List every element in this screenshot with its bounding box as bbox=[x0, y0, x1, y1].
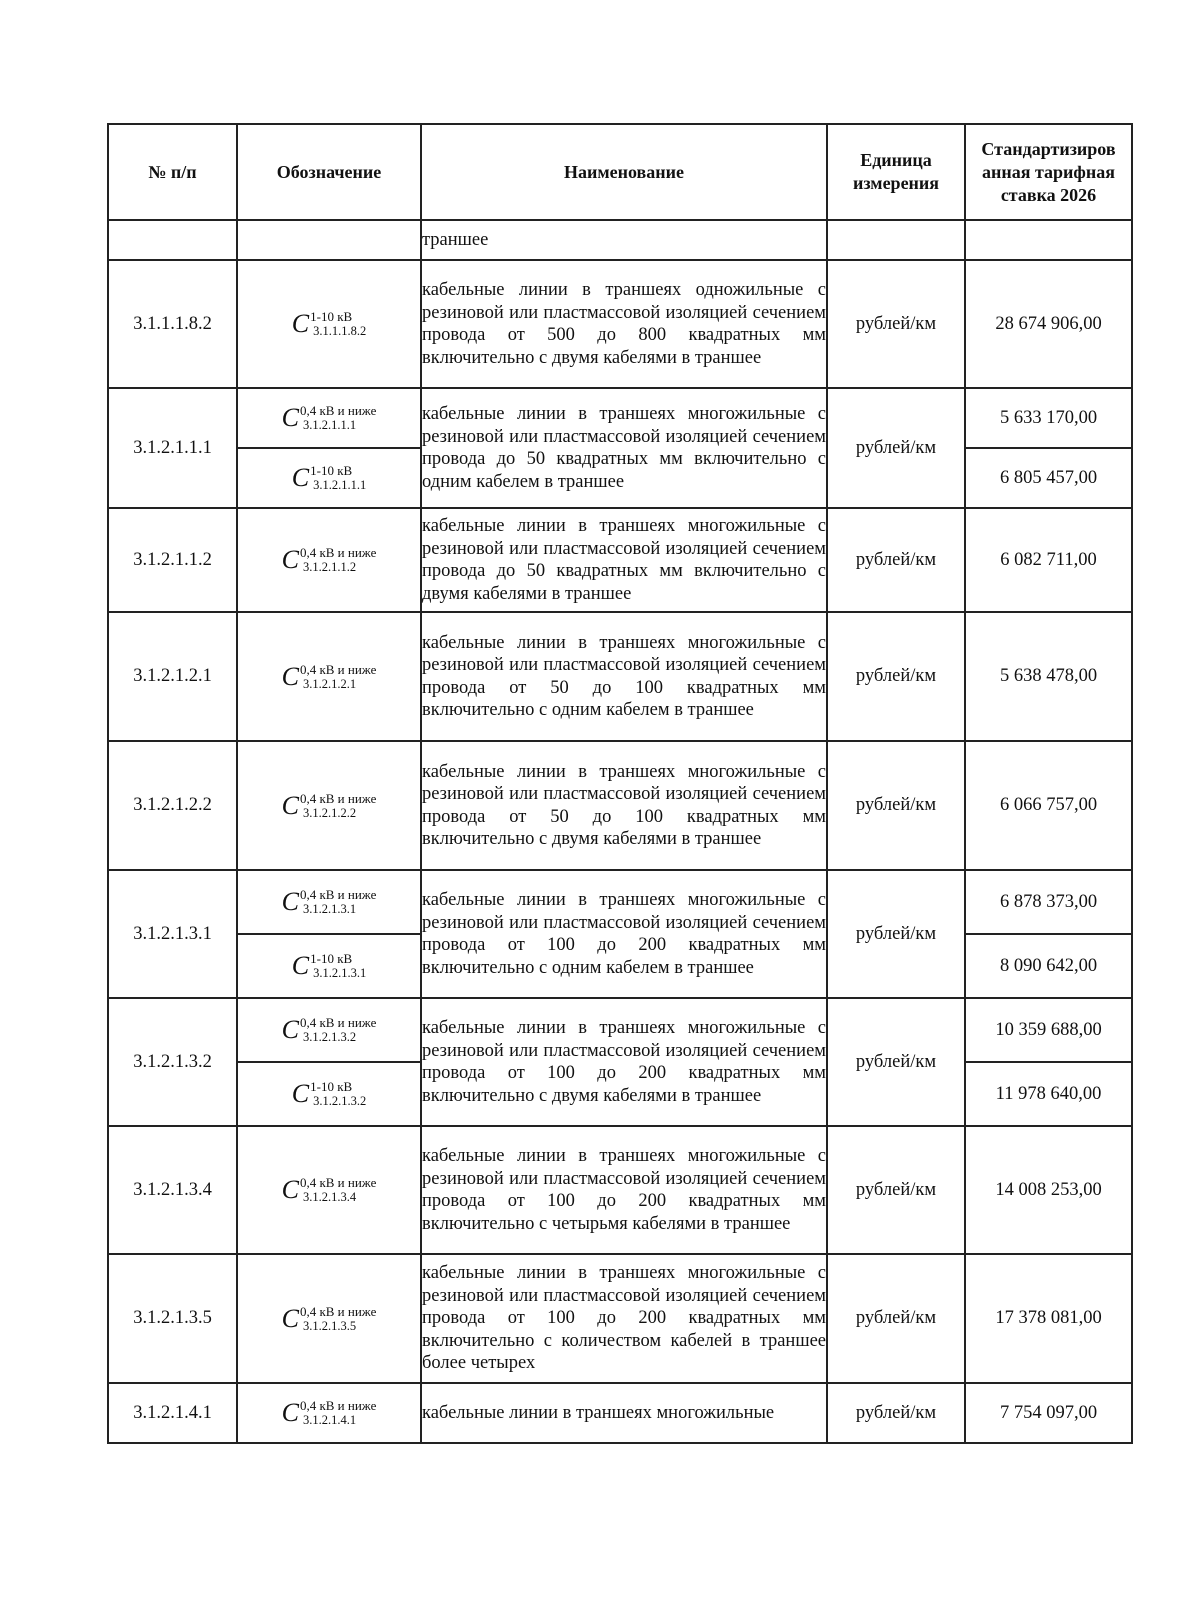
row-designation bbox=[237, 448, 421, 508]
row-number: 3.1.2.1.3.4 bbox=[108, 1126, 237, 1254]
row-number: 3.1.2.1.2.1 bbox=[108, 612, 237, 741]
table-row bbox=[108, 260, 1132, 388]
carry-over-row bbox=[108, 220, 1132, 260]
code-subscript: 3.1.2.1.1.1 bbox=[302, 418, 357, 432]
row-name: кабельные линии в траншеях многожильные с резиновой или пластмассовой изоляцией сечением провода от 100 до 200 квадратных мм включительно с одним кабелем в траншее bbox=[421, 870, 827, 998]
rate-symbol-letter: C bbox=[281, 403, 299, 432]
rate-symbol-letter: C bbox=[291, 309, 310, 338]
row-unit: рублей/км bbox=[827, 1126, 965, 1254]
rate-symbol bbox=[292, 463, 366, 493]
code-subscript: 3.1.2.1.2.2 bbox=[302, 805, 357, 820]
row-name: кабельные линии в траншеях многожильные с резиновой или пластмассовой изоляцией сечением провода от 50 до 100 квадратных мм включительно с двумя кабелями в траншее bbox=[421, 741, 827, 870]
table-row bbox=[108, 1254, 1132, 1383]
row-designation bbox=[237, 220, 421, 260]
row-unit: рублей/км bbox=[827, 998, 965, 1126]
row-name: кабельные линии в траншеях многожильные с резиновой или пластмассовой изоляцией сечением провода от 50 до 100 квадратных мм включительно с одним кабелем в траншее bbox=[421, 612, 827, 741]
voltage-superscript: 0,4 кВ и ниже bbox=[299, 887, 377, 902]
rate-symbol-letter: C bbox=[281, 1175, 299, 1204]
row-rate: 11 978 640,00 bbox=[965, 1062, 1132, 1126]
code-subscript: 3.1.2.1.3.4 bbox=[302, 1190, 357, 1204]
header-name: Наименование bbox=[421, 124, 827, 220]
rate-symbol bbox=[282, 1304, 377, 1334]
rate-symbol bbox=[292, 1079, 366, 1109]
row-designation bbox=[237, 508, 421, 612]
voltage-superscript: 1-10 кВ bbox=[310, 463, 353, 478]
row-designation bbox=[237, 388, 421, 448]
voltage-superscript: 0,4 кВ и ниже bbox=[299, 1175, 377, 1190]
row-unit: рублей/км bbox=[827, 260, 965, 388]
row-number: 3.1.2.1.1.1 bbox=[108, 388, 237, 508]
code-subscript: 3.1.2.1.3.2 bbox=[313, 1094, 367, 1108]
row-rate: 8 090 642,00 bbox=[965, 934, 1132, 998]
row-unit: рублей/км bbox=[827, 870, 965, 998]
rate-symbol-letter: C bbox=[281, 1015, 299, 1044]
table-row bbox=[108, 388, 1132, 448]
header-rate bbox=[965, 124, 1132, 220]
row-number: 3.1.2.1.3.2 bbox=[108, 998, 237, 1126]
row-number: 3.1.1.1.8.2 bbox=[108, 260, 237, 388]
row-rate: 6 066 757,00 bbox=[965, 741, 1132, 870]
voltage-superscript: 0,4 кВ и ниже bbox=[299, 1303, 377, 1319]
table-row bbox=[108, 612, 1132, 741]
voltage-superscript: 1-10 кВ bbox=[310, 1079, 353, 1094]
row-number: 3.1.2.1.4.1 bbox=[108, 1383, 237, 1443]
row-rate: 28 674 906,00 bbox=[965, 260, 1132, 388]
row-designation bbox=[237, 998, 421, 1062]
rate-symbol-letter: C bbox=[281, 1398, 299, 1427]
row-name: траншее bbox=[421, 220, 827, 260]
rate-symbol bbox=[282, 662, 377, 692]
row-name: кабельные линии в траншеях многожильные с резиновой или пластмассовой изоляцией сечением провода до 50 квадратных мм включительно с одним кабелем в траншее bbox=[421, 388, 827, 508]
rate-symbol bbox=[282, 887, 377, 917]
row-designation bbox=[237, 870, 421, 934]
row-name: кабельные линии в траншеях многожильные с резиновой или пластмассовой изоляцией сечением провода от 100 до 200 квадратных мм включительно с четырьмя кабелями в траншее bbox=[421, 1126, 827, 1254]
row-rate: 6 082 711,00 bbox=[965, 508, 1132, 612]
code-subscript: 3.1.2.1.1.2 bbox=[302, 560, 357, 574]
row-number: 3.1.2.1.1.2 bbox=[108, 508, 237, 612]
row-designation bbox=[237, 1383, 421, 1443]
table-row bbox=[108, 508, 1132, 612]
voltage-superscript: 1-10 кВ bbox=[310, 951, 353, 966]
row-name: кабельные линии в траншеях многожильные bbox=[421, 1383, 827, 1443]
row-number: 3.1.2.1.3.1 bbox=[108, 870, 237, 998]
row-rate: 5 638 478,00 bbox=[965, 612, 1132, 741]
rate-symbol bbox=[282, 545, 377, 575]
voltage-superscript: 1-10 кВ bbox=[310, 309, 353, 324]
voltage-superscript: 0,4 кВ и ниже bbox=[299, 1398, 377, 1413]
row-unit: рублей/км bbox=[827, 388, 965, 508]
row-unit: рублей/км bbox=[827, 741, 965, 870]
row-name: кабельные линии в траншеях многожильные с резиновой или пластмассовой изоляцией сечением провода до 50 квадратных мм включительно с двумя кабелями в траншее bbox=[421, 508, 827, 612]
row-unit: рублей/км bbox=[827, 1254, 965, 1383]
rate-symbol-letter: C bbox=[281, 790, 299, 820]
row-unit bbox=[827, 220, 965, 260]
row-rate: 10 359 688,00 bbox=[965, 998, 1132, 1062]
rate-symbol-letter: C bbox=[281, 1303, 299, 1333]
row-number: 3.1.2.1.2.2 bbox=[108, 741, 237, 870]
table-row bbox=[108, 998, 1132, 1062]
row-unit: рублей/км bbox=[827, 1383, 965, 1443]
code-subscript: 3.1.2.1.3.1 bbox=[313, 966, 367, 980]
row-rate: 14 008 253,00 bbox=[965, 1126, 1132, 1254]
header-rate-line: анная тарифная bbox=[982, 161, 1115, 182]
voltage-superscript: 0,4 кВ и ниже bbox=[299, 661, 377, 677]
rate-symbol-letter: C bbox=[281, 545, 299, 574]
voltage-superscript: 0,4 кВ и ниже bbox=[299, 545, 377, 560]
row-rate: 17 378 081,00 bbox=[965, 1254, 1132, 1383]
table-row bbox=[108, 1126, 1132, 1254]
header-rate-line: ставка 2026 bbox=[1000, 184, 1097, 205]
rate-symbol bbox=[282, 1398, 377, 1428]
row-rate bbox=[965, 220, 1132, 260]
rate-symbol-letter: C bbox=[281, 661, 299, 691]
row-designation bbox=[237, 612, 421, 741]
rate-symbol bbox=[282, 791, 377, 821]
row-designation bbox=[237, 741, 421, 870]
row-designation bbox=[237, 1062, 421, 1126]
code-subscript: 3.1.2.1.4.1 bbox=[302, 1413, 357, 1427]
row-designation bbox=[237, 1126, 421, 1254]
code-subscript: 3.1.1.1.8.2 bbox=[313, 324, 367, 338]
tariff-rates-table bbox=[107, 123, 1133, 1444]
code-subscript: 3.1.2.1.3.5 bbox=[302, 1318, 357, 1333]
table-row bbox=[108, 1383, 1132, 1443]
rate-symbol-letter: C bbox=[291, 951, 310, 980]
row-designation bbox=[237, 260, 421, 388]
table-row bbox=[108, 870, 1132, 934]
row-name: кабельные линии в траншеях многожильные с резиновой или пластмассовой изоляцией сечением провода от 100 до 200 квадратных мм включительно с двумя кабелями в траншее bbox=[421, 998, 827, 1126]
code-subscript: 3.1.2.1.2.1 bbox=[302, 676, 357, 691]
rate-symbol-letter: C bbox=[291, 1079, 310, 1108]
table-row bbox=[108, 741, 1132, 870]
voltage-superscript: 0,4 кВ и ниже bbox=[299, 1015, 377, 1030]
rate-symbol-letter: C bbox=[281, 887, 299, 916]
rate-symbol bbox=[282, 1015, 377, 1045]
row-designation bbox=[237, 1254, 421, 1383]
row-number: 3.1.2.1.3.5 bbox=[108, 1254, 237, 1383]
rate-symbol bbox=[282, 1175, 377, 1205]
table-header-row bbox=[108, 124, 1132, 220]
header-unit: Единица измерения bbox=[827, 124, 965, 220]
voltage-superscript: 0,4 кВ и ниже bbox=[299, 790, 377, 806]
row-designation bbox=[237, 934, 421, 998]
rate-symbol bbox=[292, 951, 366, 981]
row-rate: 7 754 097,00 bbox=[965, 1383, 1132, 1443]
header-number: № п/п bbox=[108, 124, 237, 220]
row-rate: 6 878 373,00 bbox=[965, 870, 1132, 934]
row-unit: рублей/км bbox=[827, 508, 965, 612]
code-subscript: 3.1.2.1.3.2 bbox=[302, 1030, 357, 1044]
code-subscript: 3.1.2.1.1.1 bbox=[313, 478, 367, 492]
header-rate-line: Стандартизиров bbox=[981, 138, 1116, 159]
row-name: кабельные линии в траншеях многожильные с резиновой или пластмассовой изоляцией сечением провода от 100 до 200 квадратных мм включительно с количеством кабелей в траншее более четырех bbox=[421, 1254, 827, 1383]
row-name: кабельные линии в траншеях одножильные с резиновой или пластмассовой изоляцией сечением провода от 500 до 800 квадратных мм включительно с двумя кабелями в траншее bbox=[421, 260, 827, 388]
row-unit: рублей/км bbox=[827, 612, 965, 741]
rate-symbol-letter: C bbox=[291, 463, 310, 492]
rate-symbol bbox=[292, 309, 366, 339]
row-number bbox=[108, 220, 237, 260]
row-rate: 5 633 170,00 bbox=[965, 388, 1132, 448]
rate-symbol bbox=[282, 403, 377, 433]
code-subscript: 3.1.2.1.3.1 bbox=[302, 902, 357, 916]
header-designation: Обозначение bbox=[237, 124, 421, 220]
row-rate: 6 805 457,00 bbox=[965, 448, 1132, 508]
voltage-superscript: 0,4 кВ и ниже bbox=[299, 403, 377, 418]
